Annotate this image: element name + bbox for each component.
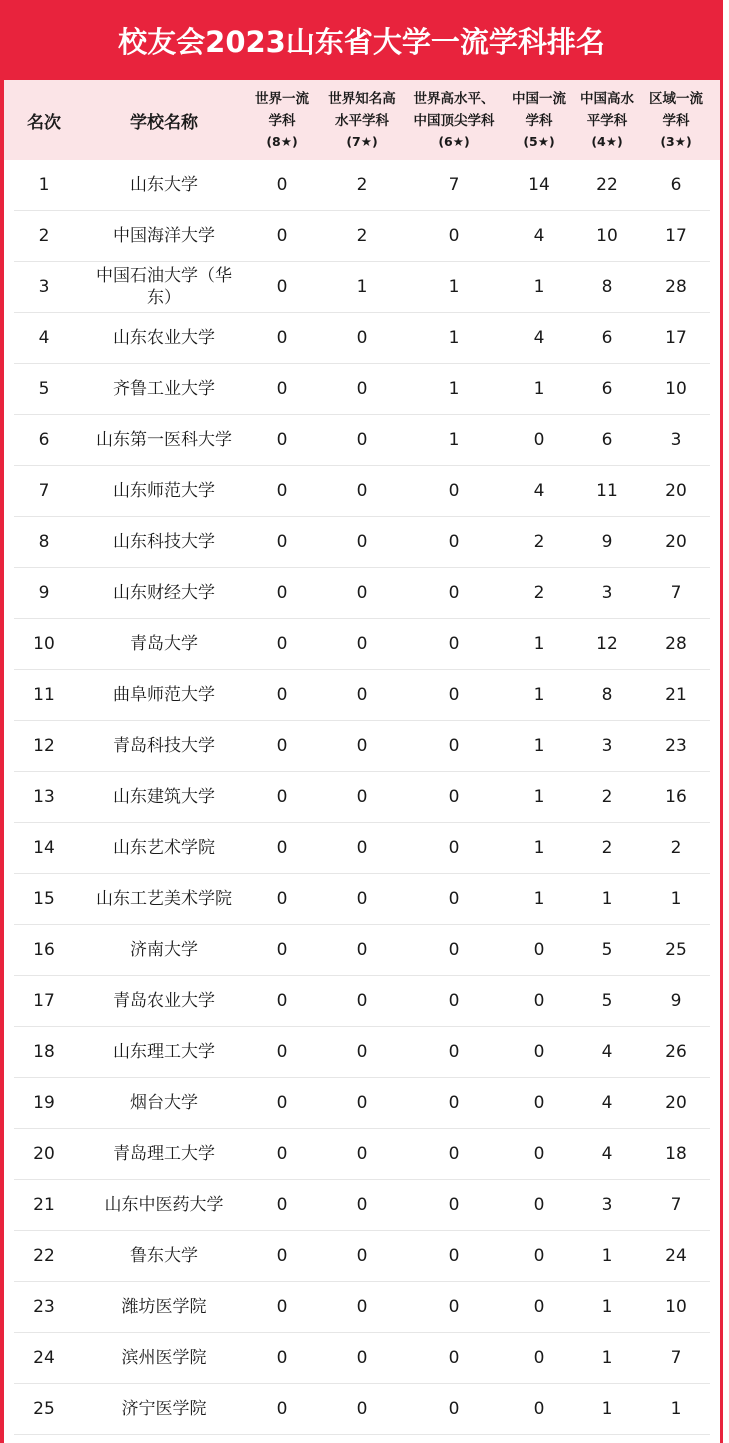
china-first-class-cell: 1 [533, 685, 545, 705]
table-row [4, 619, 720, 670]
china-first-class-cell: 4 [533, 481, 545, 501]
world-renowned-cell: 0 [356, 736, 368, 756]
table-row [4, 1231, 720, 1282]
china-first-class-cell: 0 [533, 1246, 545, 1266]
world-first-class-cell: 0 [276, 379, 288, 399]
rank-cell: 21 [33, 1195, 55, 1215]
regional-first-class-cell: 26 [665, 1042, 687, 1062]
world-renowned-cell: 2 [356, 175, 368, 195]
china-first-class-cell: 14 [528, 175, 550, 195]
rank-cell: 5 [38, 379, 50, 399]
world-high-level-cell: 0 [448, 226, 460, 246]
china-first-class-cell: 1 [533, 787, 545, 807]
regional-first-class-cell: 25 [665, 940, 687, 960]
china-first-class-cell: 1 [533, 634, 545, 654]
china-first-class-cell: 2 [533, 532, 545, 552]
china-first-class-cell: 2 [533, 583, 545, 603]
china-high-level-cell: 22 [596, 175, 618, 195]
school-name-cell: 山东艺术学院 [113, 838, 215, 858]
regional-first-class-cell: 7 [670, 1195, 682, 1215]
world-renowned-cell: 0 [356, 1348, 368, 1368]
china-high-level-cell: 11 [596, 481, 618, 501]
table-row [4, 772, 720, 823]
world-high-level-cell: 0 [448, 736, 460, 756]
regional-first-class-cell: 21 [665, 685, 687, 705]
world-first-class-cell: 0 [276, 430, 288, 450]
china-high-level-cell: 12 [596, 634, 618, 654]
school-name-cell: 青岛大学 [130, 634, 198, 654]
china-first-class-cell: 1 [533, 838, 545, 858]
header-stars: (5★) [523, 134, 555, 149]
rank-cell: 3 [38, 277, 50, 297]
world-high-level-cell: 0 [448, 1348, 460, 1368]
header-stars: (6★) [438, 134, 470, 149]
world-high-level-cell: 1 [448, 277, 460, 297]
world-renowned-cell: 0 [356, 940, 368, 960]
world-first-class-cell: 0 [276, 1246, 288, 1266]
rank-cell: 23 [33, 1297, 55, 1317]
rank-cell: 11 [33, 685, 55, 705]
world-first-class-cell: 0 [276, 634, 288, 654]
header-regional-first-class [640, 80, 712, 160]
world-high-level-cell: 0 [448, 940, 460, 960]
china-first-class-cell: 1 [533, 736, 545, 756]
rank-cell: 15 [33, 889, 55, 909]
table-row [4, 1027, 720, 1078]
china-high-level-cell: 4 [601, 1093, 613, 1113]
header-world-high-level [404, 80, 504, 160]
world-high-level-cell: 1 [448, 379, 460, 399]
world-first-class-cell: 0 [276, 889, 288, 909]
world-first-class-cell: 0 [276, 1093, 288, 1113]
world-high-level-cell: 0 [448, 1246, 460, 1266]
header-line: 区域一流 [649, 91, 703, 107]
table-row [4, 1333, 720, 1384]
china-first-class-cell: 1 [533, 889, 545, 909]
rank-cell: 6 [38, 430, 50, 450]
table-row [4, 1078, 720, 1129]
rank-cell: 9 [38, 583, 50, 603]
china-high-level-cell: 4 [601, 1144, 613, 1164]
world-high-level-cell: 0 [448, 838, 460, 858]
world-renowned-cell: 0 [356, 1399, 368, 1419]
world-first-class-cell: 0 [276, 175, 288, 195]
school-name-line: 东） [147, 288, 181, 308]
school-name-cell: 山东师范大学 [113, 481, 215, 501]
china-first-class-cell: 0 [533, 1093, 545, 1113]
table-row [4, 415, 720, 466]
school-name-cell: 中国海洋大学 [113, 226, 215, 246]
school-name-cell: 山东科技大学 [113, 532, 215, 552]
china-high-level-cell: 8 [601, 685, 613, 705]
world-first-class-cell: 0 [276, 787, 288, 807]
rank-cell: 18 [33, 1042, 55, 1062]
world-first-class-cell: 0 [276, 1195, 288, 1215]
world-renowned-cell: 0 [356, 1297, 368, 1317]
world-first-class-cell: 0 [276, 838, 288, 858]
header-stars: (7★) [346, 134, 378, 149]
table-row [4, 262, 720, 313]
china-first-class-cell: 0 [533, 1144, 545, 1164]
world-high-level-cell: 0 [448, 1195, 460, 1215]
world-renowned-cell: 0 [356, 379, 368, 399]
header-line: 平学科 [586, 113, 628, 129]
china-high-level-cell: 1 [601, 1399, 613, 1419]
header-china-high-level [574, 80, 640, 160]
header-line: 中国一流 [512, 91, 566, 107]
school-name-line: 中国石油大学（华 [96, 266, 232, 286]
table-row [4, 364, 720, 415]
table-row [4, 1129, 720, 1180]
world-renowned-cell: 0 [356, 1093, 368, 1113]
school-name-cell: 山东第一医科大学 [96, 430, 232, 450]
world-renowned-cell: 0 [356, 481, 368, 501]
china-high-level-cell: 1 [601, 1297, 613, 1317]
china-first-class-cell: 1 [533, 379, 545, 399]
regional-first-class-cell: 17 [665, 226, 687, 246]
world-high-level-cell: 0 [448, 583, 460, 603]
table-row [4, 721, 720, 772]
school-name-cell [84, 262, 244, 312]
china-high-level-cell: 6 [601, 430, 613, 450]
header-line: 世界一流 [255, 91, 309, 107]
header-rank: 名次 [27, 112, 61, 133]
china-first-class-cell: 0 [533, 991, 545, 1011]
world-first-class-cell: 0 [276, 277, 288, 297]
china-first-class-cell: 4 [533, 328, 545, 348]
china-high-level-cell: 3 [601, 1195, 613, 1215]
rank-cell: 24 [33, 1348, 55, 1368]
china-high-level-cell: 9 [601, 532, 613, 552]
ranking-table [4, 80, 720, 1443]
school-name-cell: 山东工艺美术学院 [96, 889, 232, 909]
china-first-class-cell: 0 [533, 1297, 545, 1317]
china-high-level-cell: 1 [601, 889, 613, 909]
world-renowned-cell: 0 [356, 991, 368, 1011]
china-high-level-cell: 6 [601, 379, 613, 399]
china-high-level-cell: 2 [601, 838, 613, 858]
table-row [4, 568, 720, 619]
world-first-class-cell: 0 [276, 532, 288, 552]
china-first-class-cell: 0 [533, 1399, 545, 1419]
school-name-cell: 济宁医学院 [121, 1399, 207, 1419]
header-stars: (8★) [266, 134, 298, 149]
world-high-level-cell: 0 [448, 1093, 460, 1113]
table-row [4, 313, 720, 364]
header-line: 学科 [662, 113, 690, 129]
world-renowned-cell: 0 [356, 787, 368, 807]
regional-first-class-cell: 9 [670, 991, 682, 1011]
row-divider [14, 1434, 710, 1435]
world-high-level-cell: 1 [448, 430, 460, 450]
school-name-cell: 鲁东大学 [130, 1246, 198, 1266]
regional-first-class-cell: 1 [670, 889, 682, 909]
china-first-class-cell: 0 [533, 430, 545, 450]
world-first-class-cell: 0 [276, 991, 288, 1011]
rank-cell: 19 [33, 1093, 55, 1113]
world-high-level-cell: 0 [448, 787, 460, 807]
rank-cell: 22 [33, 1246, 55, 1266]
china-high-level-cell: 6 [601, 328, 613, 348]
china-first-class-cell: 0 [533, 1195, 545, 1215]
world-renowned-cell: 0 [356, 583, 368, 603]
school-name-cell: 青岛农业大学 [113, 991, 215, 1011]
regional-first-class-cell: 1 [670, 1399, 682, 1419]
world-high-level-cell: 0 [448, 1042, 460, 1062]
school-name-cell: 山东中医药大学 [104, 1195, 224, 1215]
world-renowned-cell: 0 [356, 328, 368, 348]
school-name-cell: 潍坊医学院 [121, 1297, 207, 1317]
table-row [4, 823, 720, 874]
table-header [4, 80, 720, 160]
header-line: 中国顶尖学科 [413, 113, 495, 129]
world-first-class-cell: 0 [276, 481, 288, 501]
header-line: 学科 [268, 113, 296, 129]
header-world-first-class [244, 80, 320, 160]
world-high-level-cell: 0 [448, 685, 460, 705]
world-renowned-cell: 0 [356, 838, 368, 858]
header-school: 学校名称 [130, 112, 198, 133]
rank-cell: 25 [33, 1399, 55, 1419]
china-first-class-cell: 0 [533, 1042, 545, 1062]
header-line: 中国高水 [580, 91, 634, 107]
rank-cell: 10 [33, 634, 55, 654]
page-title: 校友会2023山东省大学一流学科排名 [118, 24, 605, 59]
world-renowned-cell: 0 [356, 634, 368, 654]
world-first-class-cell: 0 [276, 1297, 288, 1317]
world-renowned-cell: 0 [356, 685, 368, 705]
school-name-cell: 烟台大学 [130, 1093, 198, 1113]
school-name-cell: 青岛理工大学 [113, 1144, 215, 1164]
regional-first-class-cell: 23 [665, 736, 687, 756]
world-high-level-cell: 0 [448, 1399, 460, 1419]
world-renowned-cell: 0 [356, 1144, 368, 1164]
world-high-level-cell: 7 [448, 175, 460, 195]
china-high-level-cell: 1 [601, 1348, 613, 1368]
header-line: 世界高水平、 [413, 91, 495, 107]
world-renowned-cell: 0 [356, 1195, 368, 1215]
world-first-class-cell: 0 [276, 583, 288, 603]
rank-cell: 12 [33, 736, 55, 756]
rank-cell: 1 [38, 175, 50, 195]
rank-cell: 13 [33, 787, 55, 807]
regional-first-class-cell: 3 [670, 430, 682, 450]
world-renowned-cell: 0 [356, 532, 368, 552]
header-line: 水平学科 [335, 113, 389, 129]
regional-first-class-cell: 28 [665, 277, 687, 297]
rank-cell: 8 [38, 532, 50, 552]
world-first-class-cell: 0 [276, 1144, 288, 1164]
china-first-class-cell: 0 [533, 1348, 545, 1368]
world-first-class-cell: 0 [276, 1399, 288, 1419]
china-high-level-cell: 4 [601, 1042, 613, 1062]
china-first-class-cell: 1 [533, 277, 545, 297]
china-high-level-cell: 3 [601, 736, 613, 756]
world-high-level-cell: 0 [448, 634, 460, 654]
world-first-class-cell: 0 [276, 328, 288, 348]
world-renowned-cell: 1 [356, 277, 368, 297]
world-first-class-cell: 0 [276, 685, 288, 705]
rank-cell: 20 [33, 1144, 55, 1164]
world-renowned-cell: 2 [356, 226, 368, 246]
table-row [4, 925, 720, 976]
regional-first-class-cell: 20 [665, 1093, 687, 1113]
rank-cell: 4 [38, 328, 50, 348]
rank-cell: 7 [38, 481, 50, 501]
regional-first-class-cell: 18 [665, 1144, 687, 1164]
school-name-cell: 山东大学 [130, 175, 198, 195]
regional-first-class-cell: 24 [665, 1246, 687, 1266]
regional-first-class-cell: 7 [670, 583, 682, 603]
header-line: 世界知名高 [328, 91, 396, 107]
regional-first-class-cell: 17 [665, 328, 687, 348]
school-name-cell: 滨州医学院 [121, 1348, 207, 1368]
regional-first-class-cell: 7 [670, 1348, 682, 1368]
world-first-class-cell: 0 [276, 1348, 288, 1368]
school-name-cell: 山东理工大学 [113, 1042, 215, 1062]
china-high-level-cell: 1 [601, 1246, 613, 1266]
world-high-level-cell: 0 [448, 1297, 460, 1317]
table-row [4, 976, 720, 1027]
school-name-cell: 山东建筑大学 [113, 787, 215, 807]
table-row [4, 1282, 720, 1333]
regional-first-class-cell: 6 [670, 175, 682, 195]
table-row [4, 517, 720, 568]
regional-first-class-cell: 10 [665, 1297, 687, 1317]
school-name-cell: 山东财经大学 [113, 583, 215, 603]
header-stars: (4★) [591, 134, 623, 149]
table-row [4, 670, 720, 721]
rank-cell: 16 [33, 940, 55, 960]
regional-first-class-cell: 20 [665, 532, 687, 552]
school-name-cell: 齐鲁工业大学 [113, 379, 215, 399]
china-first-class-cell: 4 [533, 226, 545, 246]
table-row [4, 1384, 720, 1435]
regional-first-class-cell: 28 [665, 634, 687, 654]
world-first-class-cell: 0 [276, 1042, 288, 1062]
table-row [4, 874, 720, 925]
china-high-level-cell: 5 [601, 940, 613, 960]
school-name-cell: 济南大学 [130, 940, 198, 960]
header-china-first-class [504, 80, 574, 160]
regional-first-class-cell: 10 [665, 379, 687, 399]
world-high-level-cell: 0 [448, 889, 460, 909]
table-row [4, 1180, 720, 1231]
china-first-class-cell: 0 [533, 940, 545, 960]
world-renowned-cell: 0 [356, 1246, 368, 1266]
world-high-level-cell: 0 [448, 481, 460, 501]
header-stars: (3★) [660, 134, 692, 149]
china-high-level-cell: 5 [601, 991, 613, 1011]
world-high-level-cell: 1 [448, 328, 460, 348]
world-high-level-cell: 0 [448, 991, 460, 1011]
rank-cell: 14 [33, 838, 55, 858]
world-renowned-cell: 0 [356, 1042, 368, 1062]
world-first-class-cell: 0 [276, 940, 288, 960]
world-high-level-cell: 0 [448, 1144, 460, 1164]
world-first-class-cell: 0 [276, 736, 288, 756]
world-high-level-cell: 0 [448, 532, 460, 552]
school-name-cell: 青岛科技大学 [113, 736, 215, 756]
regional-first-class-cell: 16 [665, 787, 687, 807]
regional-first-class-cell: 20 [665, 481, 687, 501]
china-high-level-cell: 3 [601, 583, 613, 603]
rank-cell: 17 [33, 991, 55, 1011]
rank-cell: 2 [38, 226, 50, 246]
china-high-level-cell: 10 [596, 226, 618, 246]
world-renowned-cell: 0 [356, 889, 368, 909]
table-row [4, 466, 720, 517]
world-renowned-cell: 0 [356, 430, 368, 450]
china-high-level-cell: 8 [601, 277, 613, 297]
china-high-level-cell: 2 [601, 787, 613, 807]
school-name-cell: 山东农业大学 [113, 328, 215, 348]
school-name-cell: 曲阜师范大学 [113, 685, 215, 705]
header-world-renowned [320, 80, 404, 160]
world-first-class-cell: 0 [276, 226, 288, 246]
table-row [4, 211, 720, 262]
table-row [4, 160, 720, 211]
header-line: 学科 [525, 113, 553, 129]
regional-first-class-cell: 2 [670, 838, 682, 858]
